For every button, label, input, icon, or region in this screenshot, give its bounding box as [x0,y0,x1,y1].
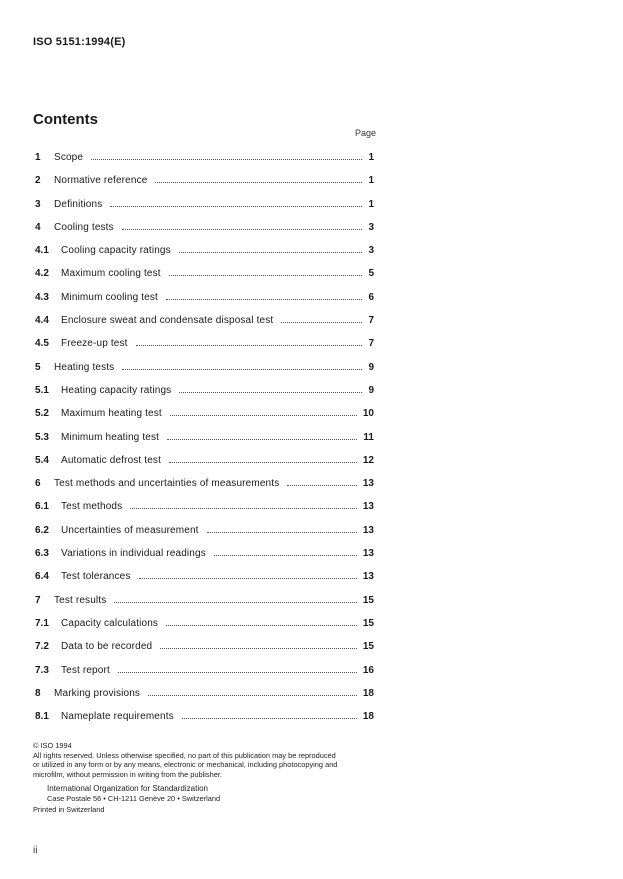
toc-entry [0,494,623,517]
toc-entry-number: 6.4 [35,571,49,583]
toc-entry-title: Minimum cooling test [61,291,158,303]
toc-dot-leader [139,578,357,579]
toc-dot-leader [281,322,362,323]
toc-entry-number: 4 [35,221,41,233]
toc-dot-leader [287,485,357,486]
toc-entry-page: 6 [368,291,374,303]
toc-dot-leader [91,159,362,160]
toc-entry-number: 6.3 [35,548,49,560]
toc-entry-number: 7 [35,594,41,606]
toc-entry-page: 9 [368,384,374,396]
rights-statement-line-3: microfilm, without permission in writing from the publisher. [33,769,222,779]
toc-entry-number: 4.5 [35,338,49,350]
toc-entry-number: 6 [35,478,41,490]
toc-entry [0,285,623,308]
toc-entry-number: 5.4 [35,454,49,466]
toc-entry [0,261,623,284]
toc-entry [0,215,623,238]
toc-entry-title: Maximum heating test [61,408,162,420]
toc-entry-title: Heating capacity ratings [61,384,172,396]
toc-entry-title: Test tolerances [61,571,131,583]
document-id: ISO 5151:1994(E) [33,36,126,48]
publisher-name: International Organization for Standardization [47,784,208,793]
toc-entry-title: Data to be recorded [61,641,153,653]
toc-entry-page: 1 [368,152,374,163]
copyright-notice [33,741,378,779]
toc-entry-title: Cooling capacity ratings [61,245,171,257]
toc-entry-number: 7.1 [35,617,49,629]
toc-entry [0,192,623,215]
toc-dot-leader [136,345,362,346]
toc-entry-page: 7 [368,338,374,350]
toc-entry-title: Variations in individual readings [61,548,206,560]
toc-dot-leader [148,695,357,696]
toc-entry [0,588,623,611]
toc-entry-number: 4.2 [35,268,49,280]
toc-entry-title: Nameplate requirements [61,711,174,723]
toc-entry-page: 16 [362,664,374,676]
toc-entry-number: 1 [35,152,41,163]
toc-entry-number: 6.1 [35,501,49,513]
copyright-line: © ISO 1994 [33,741,72,750]
toc-entry-title: Definitions [54,198,103,210]
toc-entry-title: Freeze-up test [61,338,128,350]
toc-entry-page: 18 [362,711,374,723]
toc-dot-leader [110,206,362,207]
toc-dot-leader [207,532,357,533]
toc-entry [0,471,623,494]
toc-entry [0,541,623,564]
toc-entry-page: 18 [362,687,374,699]
toc-entry [0,658,623,681]
toc-entry-page: 7 [368,315,374,327]
toc-dot-leader [179,252,362,253]
toc-dot-leader [182,718,357,719]
toc-entry [0,518,623,541]
toc-entry-page: 15 [362,617,374,629]
toc-entry-title: Automatic defrost test [61,454,162,466]
toc-dot-leader [167,439,357,440]
rights-statement-line-2: or utilized in any form or by any means, electronic or mechanical, including photocopying and [33,760,338,770]
toc-entry-title: Enclosure sweat and condensate disposal test [61,315,274,327]
toc-dot-leader [169,275,362,276]
toc-dot-leader [166,625,357,626]
toc-dot-leader [166,299,362,300]
toc-entry-number: 7.3 [35,664,49,676]
toc-entry-title: Capacity calculations [61,617,159,629]
toc-entry-page: 13 [362,548,374,560]
toc-dot-leader [155,182,362,183]
toc-entry-title: Normative reference [54,175,148,187]
toc-dot-leader [122,369,362,370]
toc-entry [0,634,623,657]
toc-entry [0,378,623,401]
toc-entry-page: 1 [368,175,374,187]
toc-entry-page: 11 [363,431,374,443]
toc-entry-page: 3 [368,245,374,257]
toc-dot-leader [214,555,357,556]
toc-entry [0,331,623,354]
toc-entry-page: 12 [362,454,374,466]
toc-entry-page: 10 [362,408,374,420]
toc-entry-number: 7.2 [35,641,49,653]
toc-dot-leader [122,229,362,230]
page-column-label: Page [355,128,377,138]
toc-entry [0,448,623,471]
toc-dot-leader [179,392,362,393]
toc-entry-title: Test results [54,594,107,606]
toc-entry-title: Test methods [61,501,123,513]
page-title: Contents [33,111,98,128]
toc-entry-number: 4.3 [35,291,49,303]
toc-entry-page: 13 [362,501,374,513]
toc-entry [0,611,623,634]
toc-entry-number: 5.3 [35,431,49,443]
toc-entry-number: 3 [35,198,41,210]
toc-entry-page: 13 [362,478,374,490]
printed-in: Printed in Switzerland [33,805,105,814]
toc-entry-title: Test methods and uncertainties of measurements [54,478,280,490]
toc-entry-page: 13 [362,571,374,583]
toc-entry-number: 5 [35,361,41,373]
table-of-contents [0,145,623,727]
toc-entry-page: 1 [368,198,374,210]
toc-entry-page: 9 [368,361,374,373]
rights-statement-line-1: All rights reserved. Unless otherwise specified, no part of this publication may be reproduced [33,750,336,760]
toc-entry-number: 5.1 [35,384,49,396]
toc-entry-title: Maximum cooling test [61,268,161,280]
toc-entry-number: 2 [35,175,41,187]
toc-dot-leader [160,648,357,649]
toc-dot-leader [114,602,357,603]
page-number: ii [33,845,38,856]
toc-entry-page: 5 [368,268,374,280]
toc-entry-number: 8.1 [35,711,49,723]
toc-entry-page: 15 [362,594,374,606]
toc-entry [0,168,623,191]
toc-entry-title: Minimum heating test [61,431,160,443]
toc-entry-number: 6.2 [35,524,49,536]
toc-entry [0,308,623,331]
toc-entry-page: 15 [362,641,374,653]
toc-entry-title: Marking provisions [54,687,141,699]
toc-entry-number: 4.1 [35,245,49,257]
toc-entry [0,425,623,448]
toc-dot-leader [169,462,357,463]
toc-entry [0,401,623,424]
toc-entry [0,145,623,168]
toc-entry-number: 8 [35,687,41,699]
publisher-address: Case Postale 56 • CH-1211 Genève 20 • Switzerland [47,793,221,803]
toc-entry-page: 13 [362,524,374,536]
toc-entry [0,355,623,378]
toc-dot-leader [170,415,357,416]
toc-dot-leader [118,672,357,673]
toc-entry-title: Test report [61,664,110,676]
toc-entry [0,681,623,704]
publisher-block [47,784,220,803]
toc-entry [0,704,623,727]
toc-entry-number: 4.4 [35,315,49,327]
toc-entry-number: 5.2 [35,408,49,420]
toc-entry-title: Cooling tests [54,221,114,233]
toc-entry [0,564,623,587]
toc-entry [0,238,623,261]
toc-entry-title: Heating tests [54,361,115,373]
toc-entry-title: Uncertainties of measurement [61,524,199,536]
toc-entry-title: Scope [54,152,84,163]
toc-dot-leader [130,508,357,509]
toc-entry-page: 3 [368,221,374,233]
